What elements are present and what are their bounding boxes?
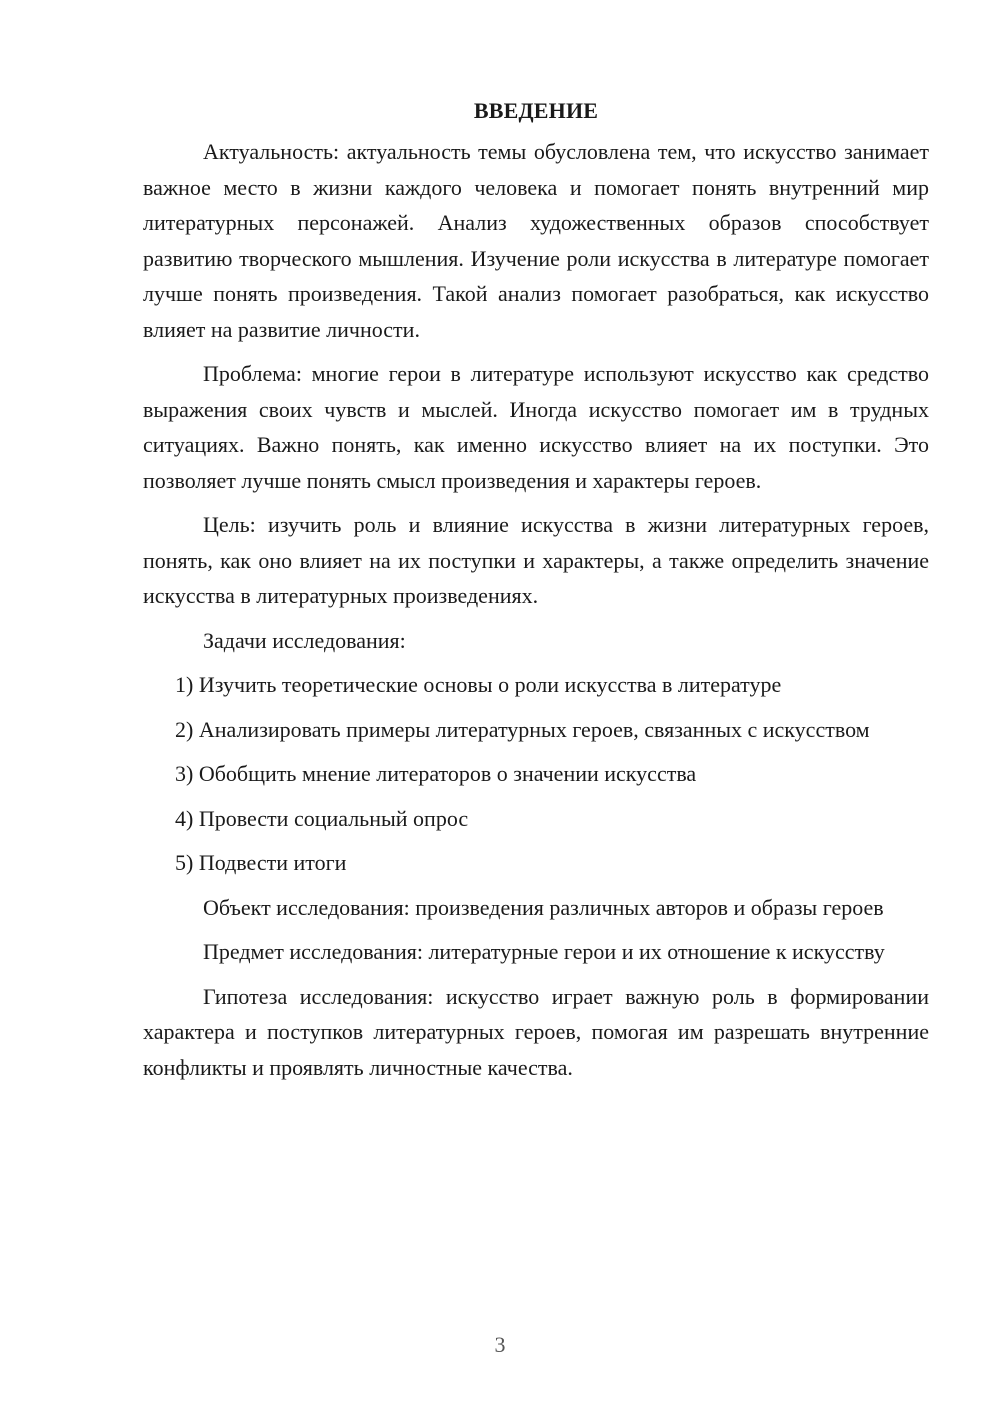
- page-number: 3: [494, 1332, 506, 1357]
- paragraph-problem: Проблема: многие герои в литературе используют искусство как средство выражения своих чувств и мыслей. Иногда искусство помогает им в трудных ситуациях. Важно понять, как именно искусство влияет на их поступки. Это позволяет лучше понять смысл произведения и характеры героев.: [143, 361, 929, 493]
- document-page: [143, 88, 929, 1094]
- paragraph-relevance: Актуальность: актуальность темы обусловлена тем, что искусство занимает важное место в жизни каждого человека и помогает понять внутренний мир литературных персонажей. Анализ художественных образов способствует развитию творческого мышления. Изучение роли искусства в литературе помогает лучше понять произведения. Такой анализ помогает разобраться, как искусство влияет на развитие личности.: [143, 139, 929, 342]
- section-title: ВВЕДЕНИЕ: [473, 98, 599, 123]
- task-item-4: 4) Провести социальный опрос: [175, 805, 469, 831]
- task-item-3: 3) Обобщить мнение литераторов о значении искусства: [175, 761, 697, 786]
- task-item-5: 5) Подвести итоги: [175, 850, 347, 875]
- paragraph-hypothesis: Гипотеза исследования: искусство играет важную роль в формировании характера и поступков литературных героев, помогая им разрешать внутренние конфликты и проявлять личностные качества.: [143, 983, 929, 1080]
- task-item-2: 2) Анализировать примеры литературных героев, связанных с искусством: [175, 716, 870, 742]
- tasks-heading: Задачи исследования:: [203, 627, 406, 653]
- paragraph-subject: Предмет исследования: литературные герои и их отношение к искусству: [203, 939, 885, 964]
- paragraph-goal: Цель: изучить роль и влияние искусства в жизни литературных героев, понять, как оно влияет на их поступки и характеры, а также определить значение искусства в литературных произведениях.: [143, 512, 929, 608]
- paragraph-object: Объект исследования: произведения различных авторов и образы героев: [203, 894, 884, 920]
- task-item-1: 1) Изучить теоретические основы о роли искусства в литературе: [175, 672, 782, 697]
